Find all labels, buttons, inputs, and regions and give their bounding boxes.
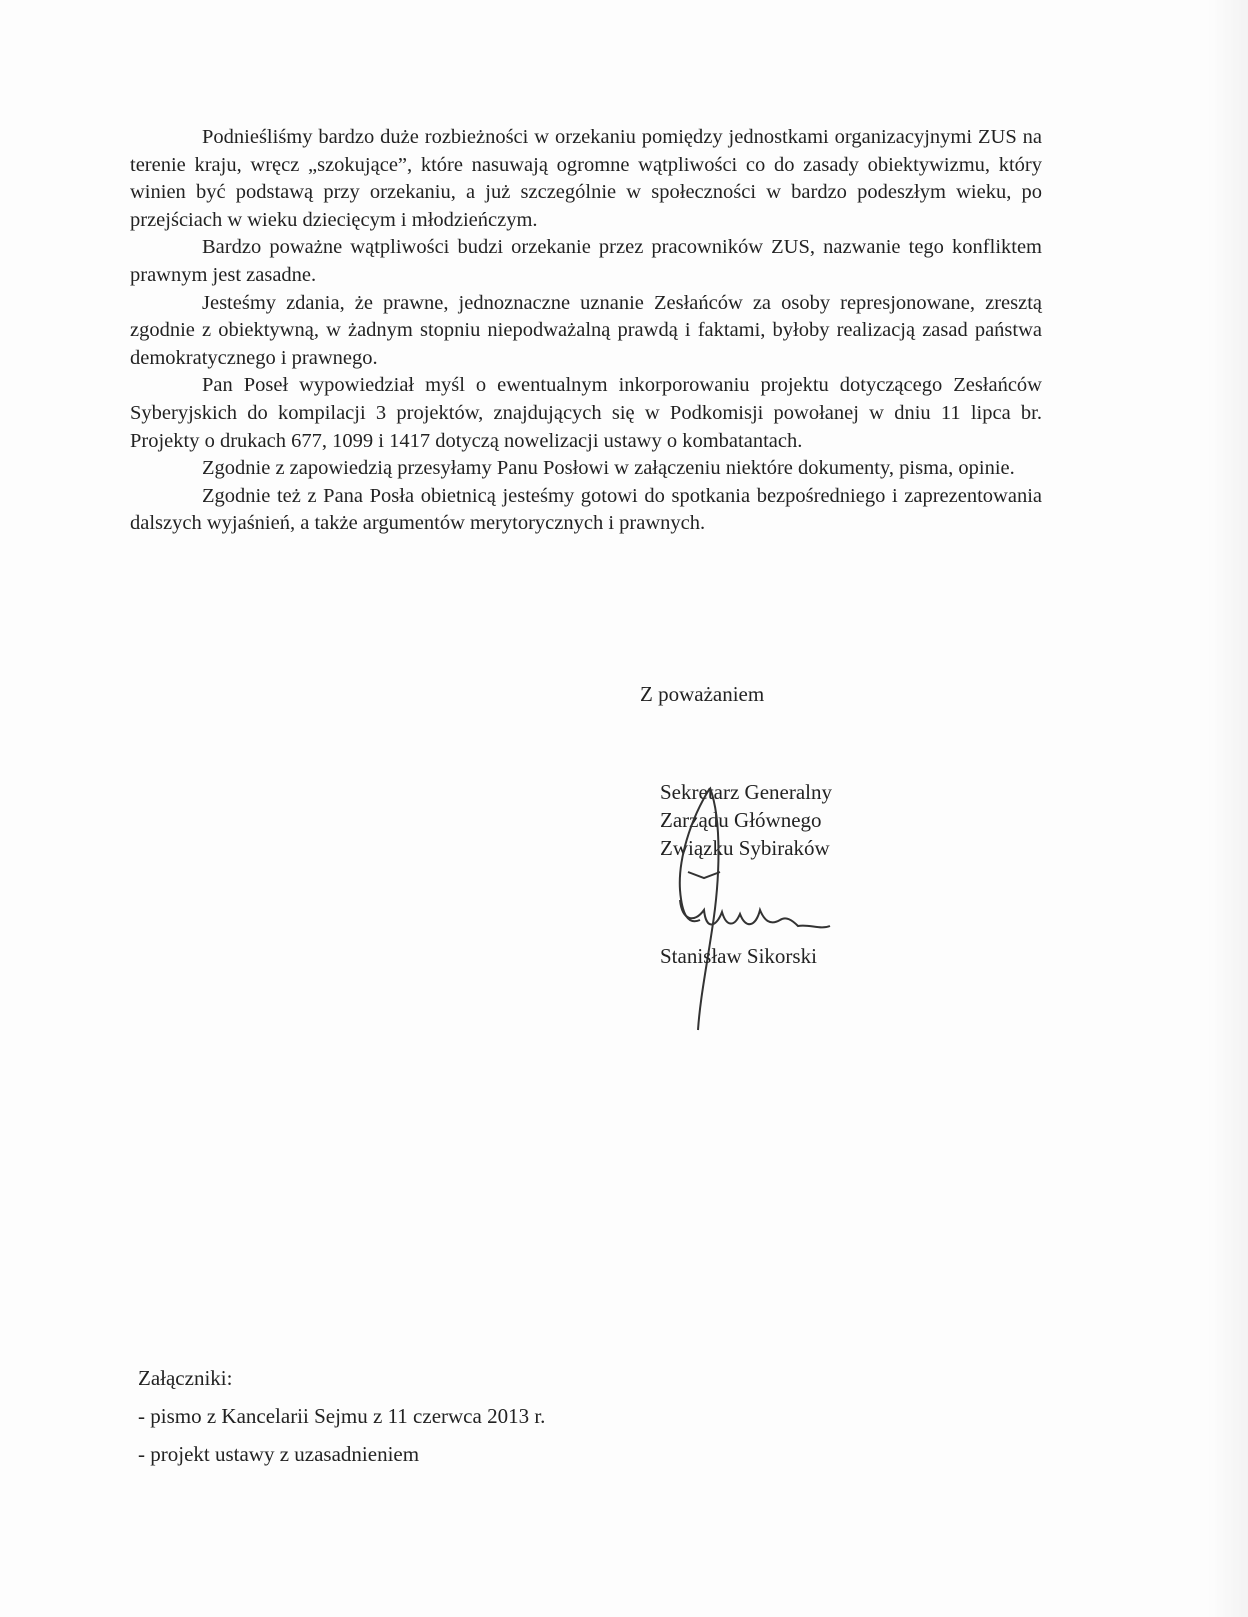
signatory-name: Stanisław Sikorski xyxy=(660,944,817,968)
signatory-title-line: Związku Sybiraków xyxy=(660,836,830,860)
paragraph: Podnieśliśmy bardzo duże rozbieżności w orzekaniu pomiędzy jednostkami organizacyjnymi ZUS na terenie kraju, wręcz „szokujące”, które nasuwają ogromne wątpliwości co do zasady obiektywizmu, który winien być podstawą przy orzekaniu, a już szczególnie w społeczności w bardzo podeszłym wieku, po przejściach w wieku dziecięcym i młodzieńczym. xyxy=(130,126,1042,231)
attachment-item: - projekt ustawy z uzasadnieniem xyxy=(138,1442,420,1466)
paragraph: Zgodnie też z Pana Posła obietnicą jesteśmy gotowi do spotkania bezpośredniego i zaprezentowania dalszych wyjaśnień, a także argumentów merytorycznych i prawnych. xyxy=(130,484,1042,535)
handwritten-signature xyxy=(660,780,860,1040)
paragraph: Bardzo poważne wątpliwości budzi orzekanie przez pracowników ZUS, nazwanie tego konfliktem prawnym jest zasadne. xyxy=(130,236,1042,286)
paragraph: Jesteśmy zdania, że prawne, jednoznaczne uznanie Zesłańców za osoby represjonowane, zresztą zgodnie z obiektywną, w żadnym stopniu niepodważalną prawdą i faktami, byłoby realizacją zasad państwa demokratycznego i prawnego. xyxy=(130,291,1042,369)
attachment-item: - pismo z Kancelarii Sejmu z 11 czerwca 2013 r. xyxy=(138,1404,546,1428)
paragraph: Pan Poseł wypowiedział myśl o ewentualnym inkorporowaniu projektu dotyczącego Zesłańców Syberyjskich do kompilacji 3 projektów, znajdujących się w Podkomisji powołanej w dniu 11 lipca br. Projekty o drukach 677, 1099 i 1417 dotyczą nowelizacji ustawy o kombatantach. xyxy=(130,374,1042,452)
attachments-heading: Załączniki: xyxy=(138,1366,233,1390)
signatory-title-line: Sekretarz Generalny xyxy=(660,780,832,804)
letter-body xyxy=(130,124,1042,538)
signatory-title-line: Zarządu Głównego xyxy=(660,808,822,832)
attachments-section xyxy=(138,1366,545,1480)
paragraph: Zgodnie z zapowiedzią przesyłamy Panu Posłowi w załączeniu niektóre dokumenty, pisma, opinie. xyxy=(202,457,1015,480)
scan-edge-shadow xyxy=(1208,0,1248,1617)
closing-salutation: Z poważaniem xyxy=(640,682,765,706)
